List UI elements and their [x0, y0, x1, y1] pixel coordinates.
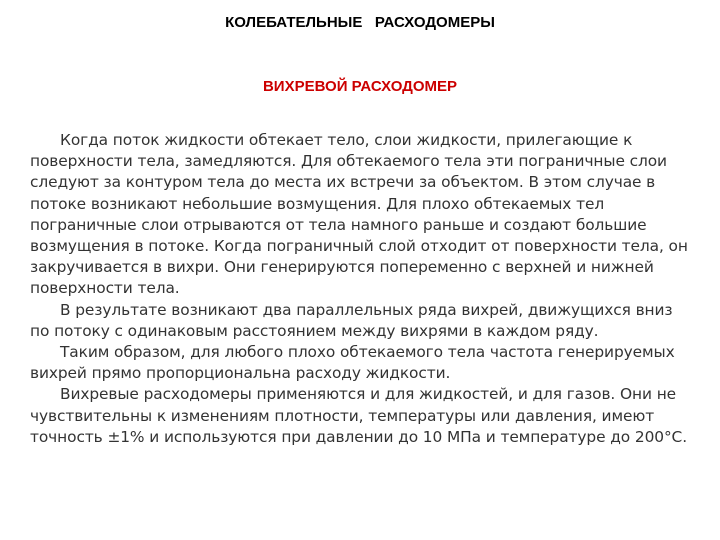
paragraph-4: Вихревые расходомеры применяются и для жидкостей, и для газов. Они не чувствительны к изменениям плотности, температуры или давления, имеют точность ±1% и используются при давлении до 10 МПа и температуре до 200°С. — [30, 385, 687, 446]
slide-subtitle: ВИХРЕВОЙ РАСХОДОМЕР — [262, 78, 458, 95]
paragraph-3: Таким образом, для любого плохо обтекаемого тела частота генерируемых вихрей прямо пропорциональна расходу жидкости. — [30, 343, 675, 383]
paragraph-2: В результате возникают два параллельных ряда вихрей, движущихся вниз по потоку с одинаковым расстоянием между вихрями в каждом ряду. — [30, 300, 673, 340]
body-text — [30, 130, 692, 448]
slide-title: КОЛЕБАТЕЛЬНЫЕ РАСХОДОМЕРЫ — [225, 14, 495, 31]
paragraph-1: Когда поток жидкости обтекает тело, слои жидкости, прилегающие к поверхности тела, замедляются. Для обтекаемого тела эти пограничные слои следуют за контуром тела до места их встречи за объектом. В этом случае в потоке возникают небольшие возмущения. Для плохо обтекаемых тел пограничные слои отрываются от тела намного раньше и создают большие возмущения в потоке. Когда пограничный слой отходит от поверхности тела, он закручивается в вихри. Они генерируются попеременно с верхней и нижней поверхности тела. — [30, 131, 688, 298]
